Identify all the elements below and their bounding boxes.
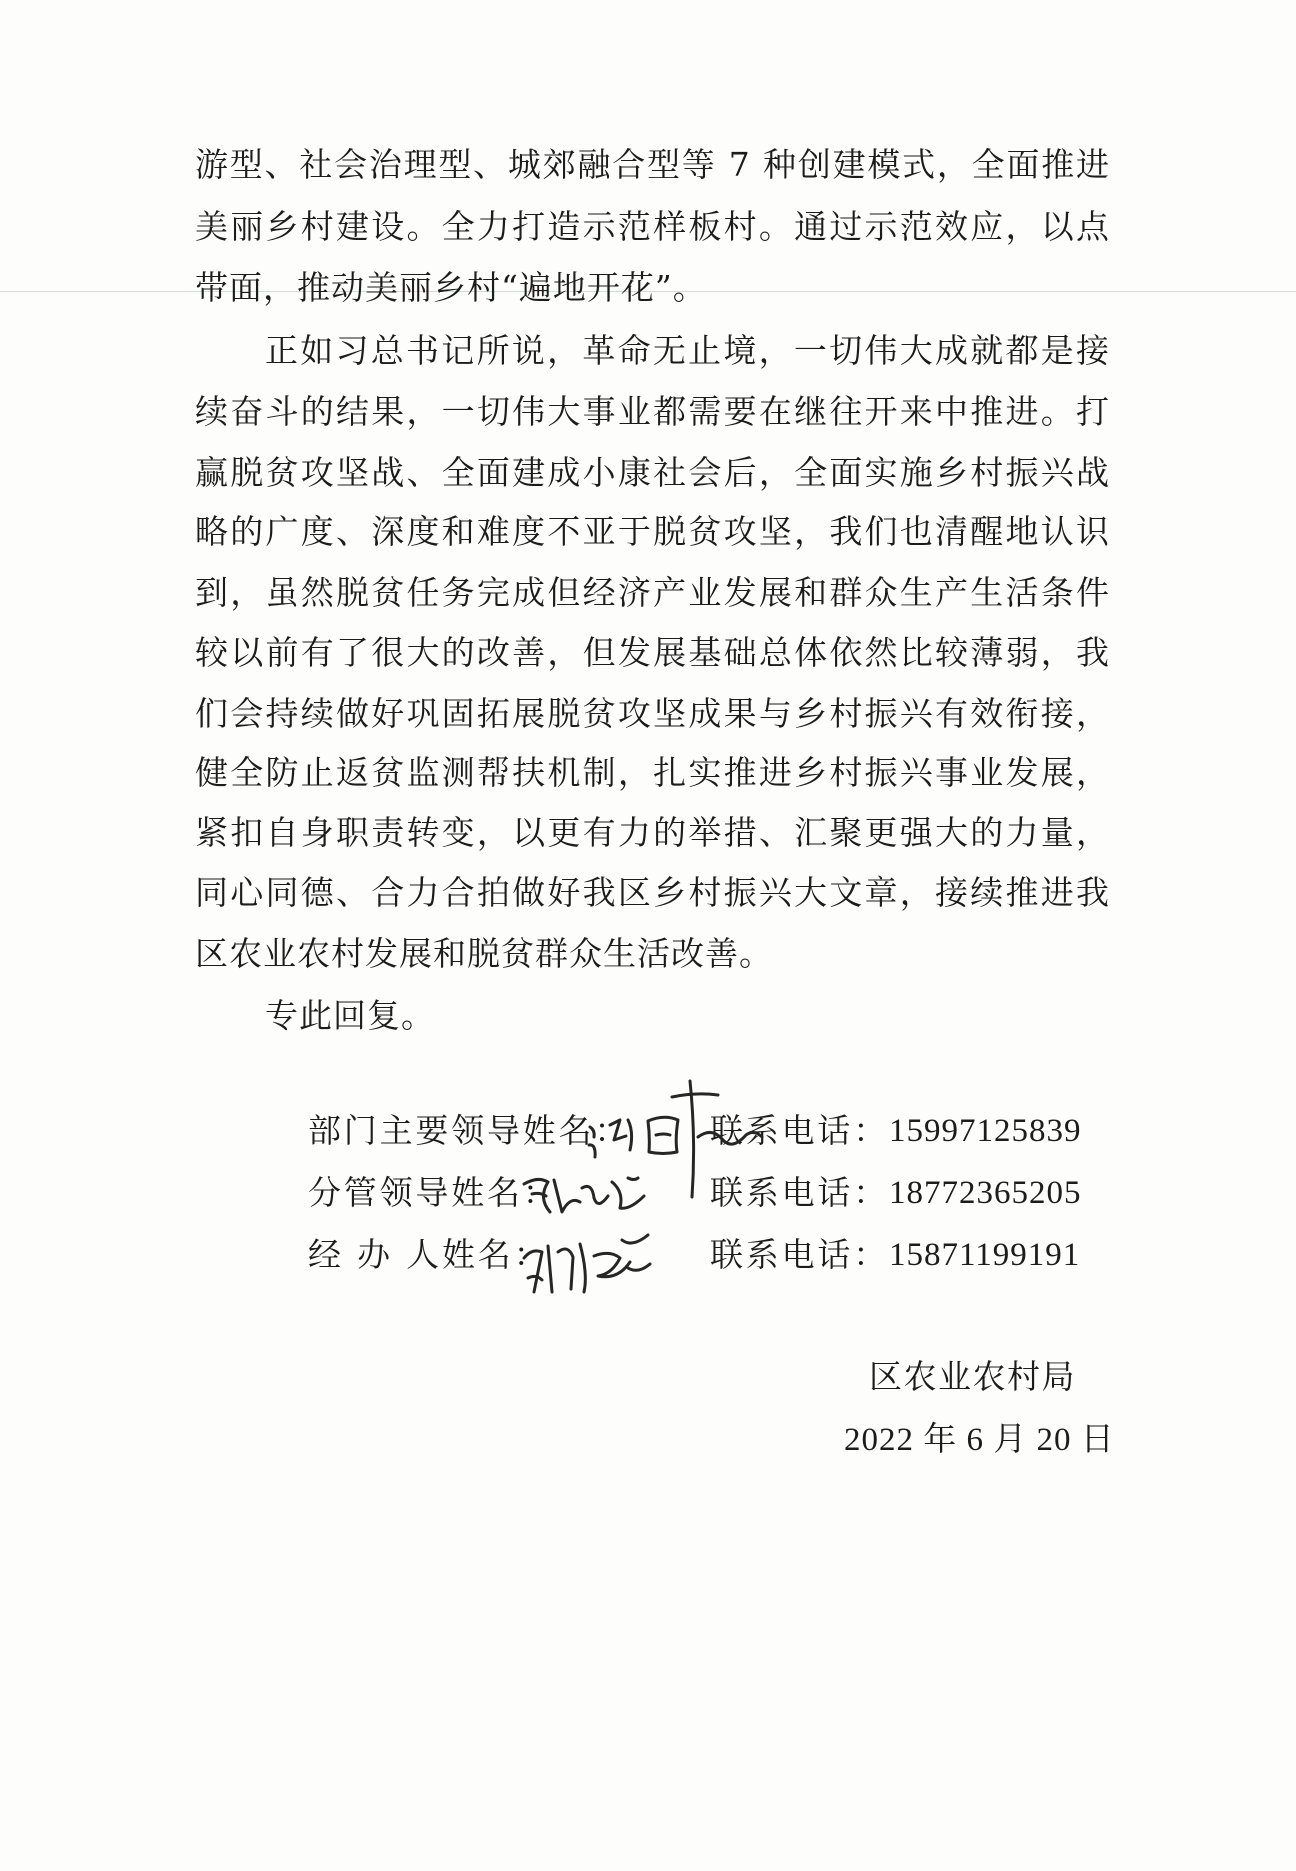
text-line: 美丽乡村建设。全力打造示范样板村。通过示范效应，以点 <box>195 207 1110 246</box>
text-line: 游型、社会治理型、城郊融合型等 7 种创建模式，全面推进 <box>195 145 1110 184</box>
issue-date: 2022 年 6 月 20 日 <box>844 1422 1115 1458</box>
text-line: 们会持续做好巩固拓展脱贫攻坚成果与乡村振兴有效衔接， <box>195 694 1110 733</box>
issuing-organization: 区农业农村局 <box>869 1360 1076 1396</box>
phone-number: 18772365205 <box>889 1175 1082 1211</box>
text-line: 较以前有了很大的改善，但发展基础总体依然比较薄弱，我 <box>195 633 1110 672</box>
text-line: 到，虽然脱贫任务完成但经济产业发展和群众生产生活条件 <box>195 573 1110 612</box>
text-line: 续奋斗的结果，一切伟大事业都需要在继往开来中推进。打 <box>195 392 1110 431</box>
contact-name-label: 部门主要领导姓名： <box>308 1111 631 1150</box>
text-line: 同心同德、合力合拍做好我区乡村振兴大文章，接续推进我 <box>195 873 1110 912</box>
phone-label: 联系电话： <box>710 1111 889 1150</box>
phone-number: 15997125839 <box>889 1113 1082 1149</box>
text-line: 正如习总书记所说，革命无止境，一切伟大成就都是接 <box>265 331 1110 370</box>
phone-label: 联系电话： <box>710 1235 889 1274</box>
text-line: 紧扣自身职责转变，以更有力的举措、汇聚更强大的力量， <box>195 813 1110 852</box>
text-line: 健全防止返贫监测帮扶机制，扎实推进乡村振兴事业发展， <box>195 753 1110 792</box>
text-line: 带面，推动美丽乡村“遍地开花”。 <box>195 268 707 307</box>
signature-supervising-leader <box>520 1170 660 1225</box>
text-line: 略的广度、深度和难度不亚于脱贫攻坚，我们也清醒地认识 <box>195 512 1110 551</box>
contact-name-label: 分管领导姓名： <box>308 1173 559 1212</box>
phone-number: 15871199191 <box>889 1237 1081 1273</box>
signature-handler <box>524 1235 650 1292</box>
text-line: 赢脱贫攻坚战、全面建成小康社会后，全面实施乡村振兴战 <box>195 453 1110 492</box>
text-line: 区农业农村发展和脱贫群众生活改善。 <box>195 934 773 973</box>
closing-text: 专此回复。 <box>265 996 435 1035</box>
phone-label: 联系电话： <box>710 1173 889 1212</box>
contact-name-label: 经 办 人姓名： <box>308 1235 550 1274</box>
